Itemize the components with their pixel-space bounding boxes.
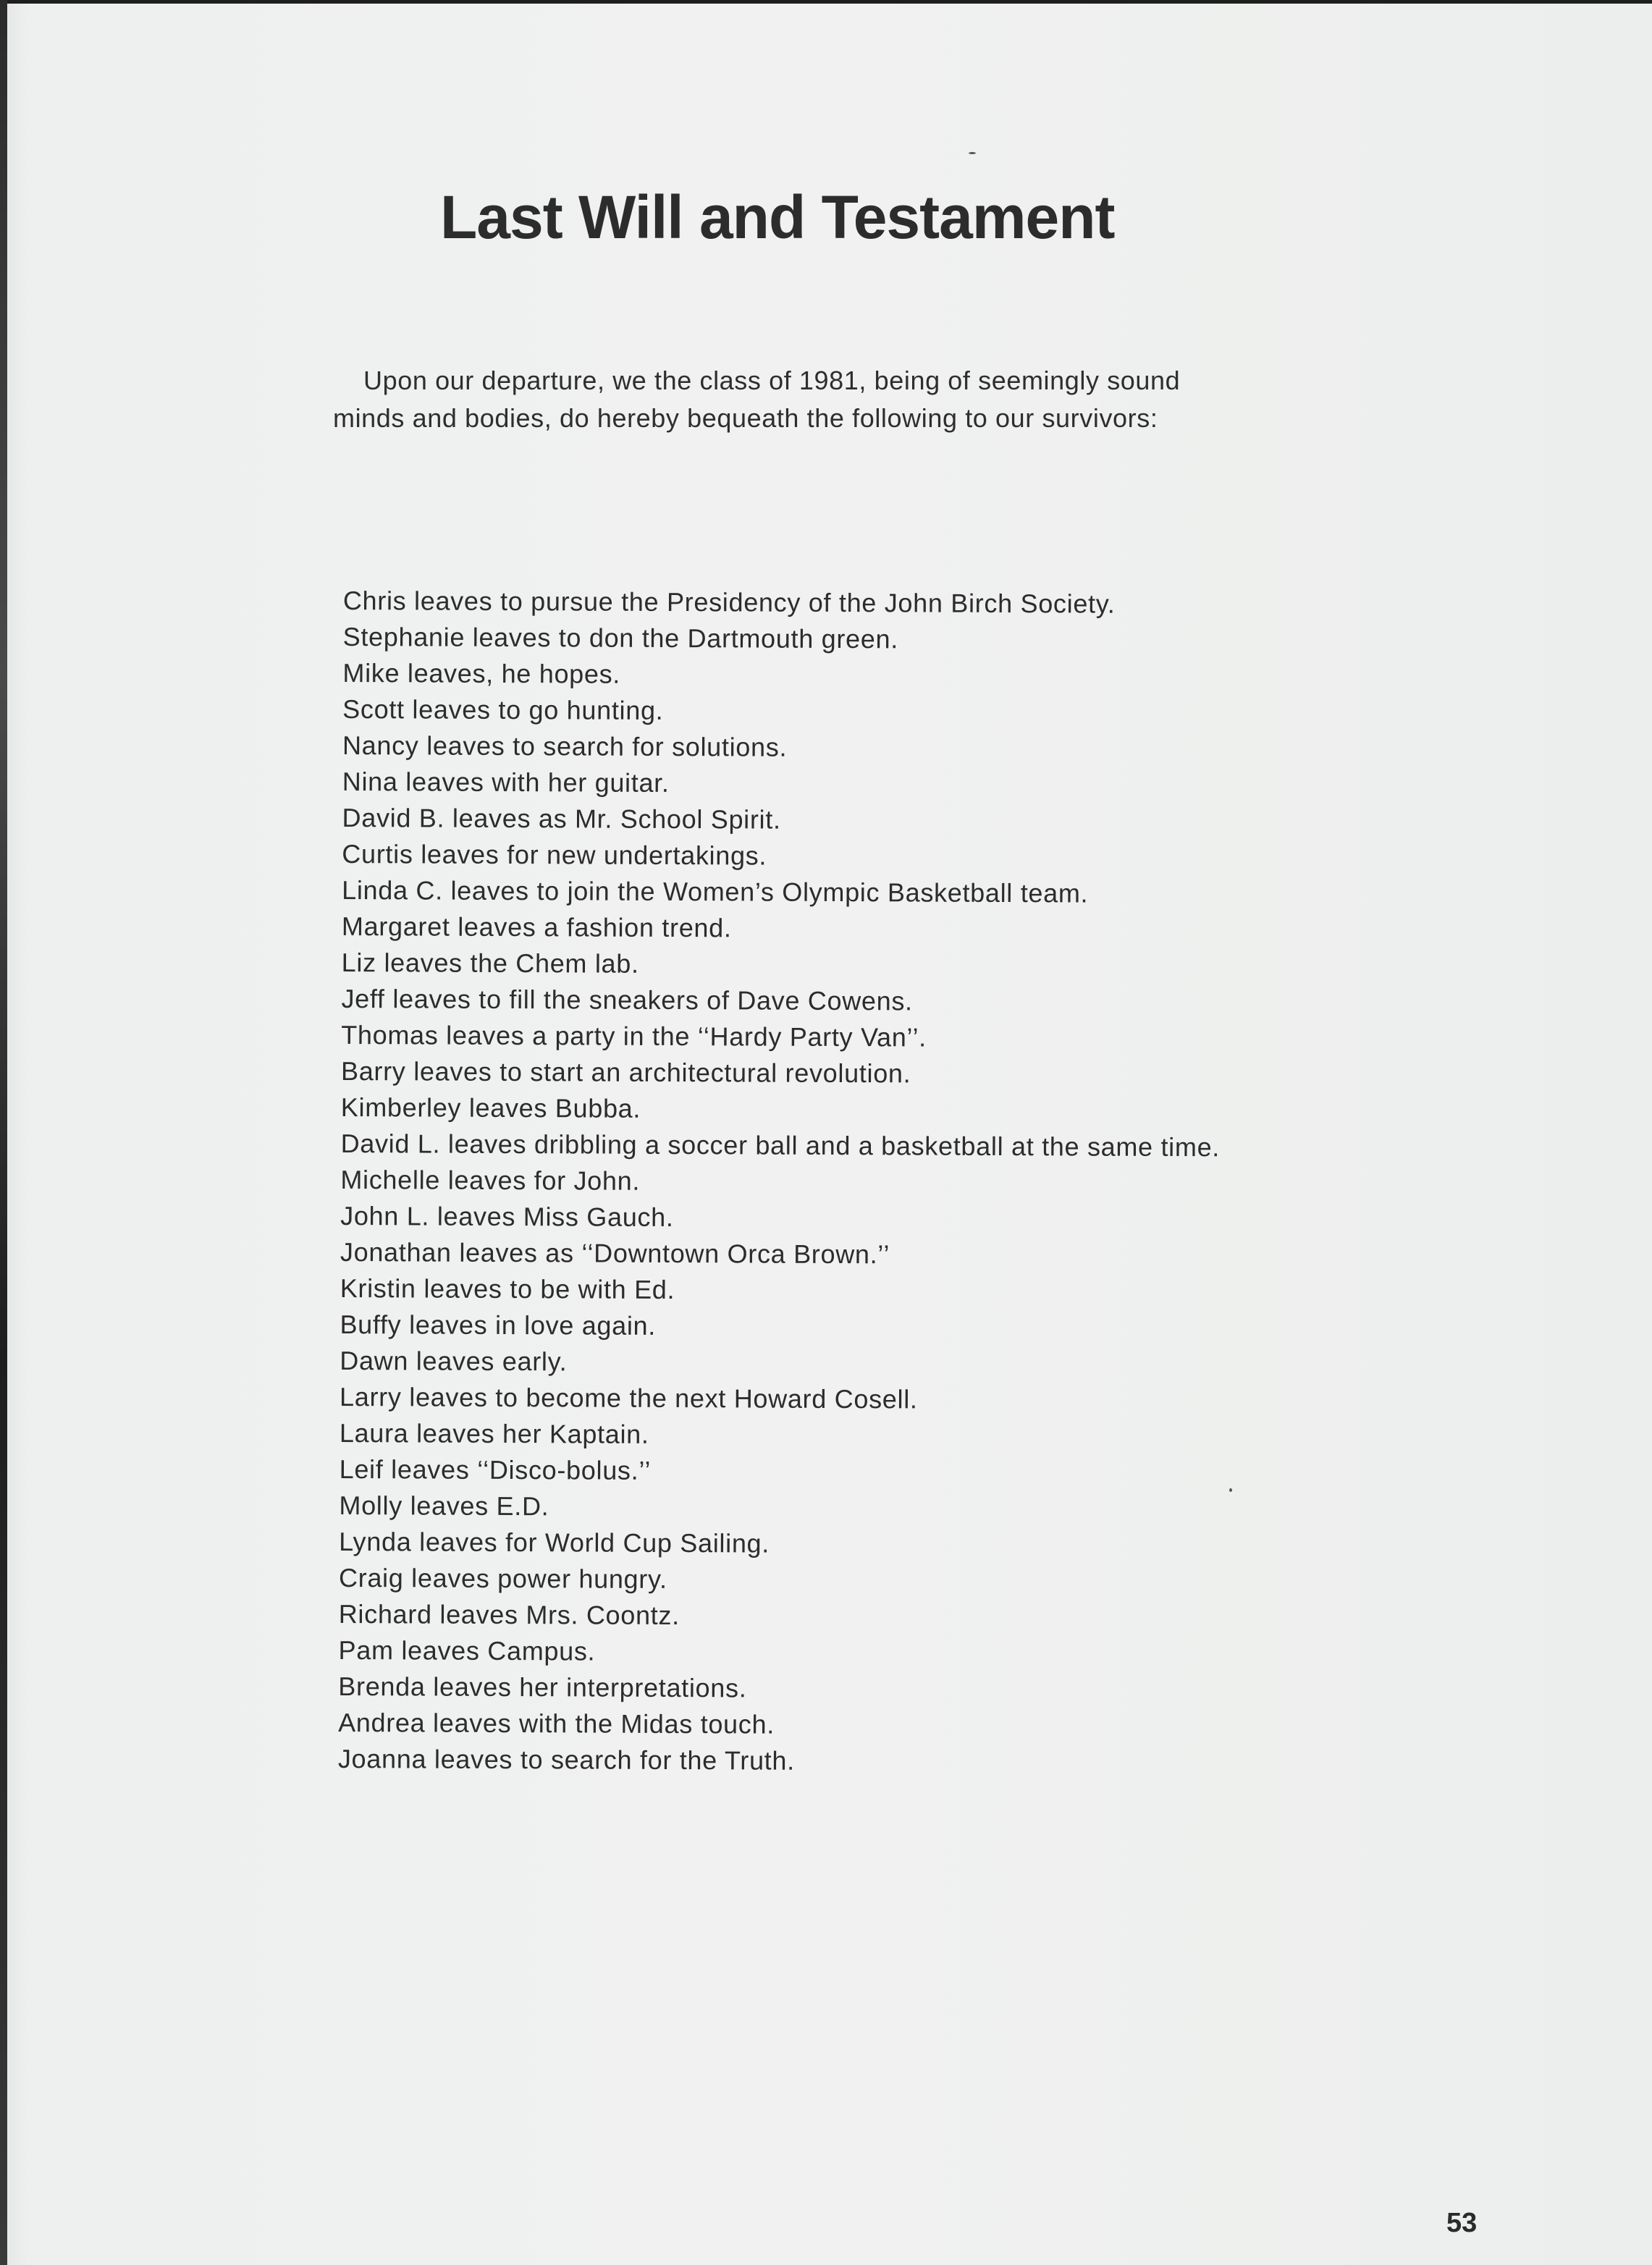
- bequest-item: Margaret leaves a fashion trend.: [341, 911, 732, 943]
- intro-paragraph: [333, 362, 1303, 437]
- page-title: Last Will and Testament: [440, 183, 1115, 251]
- bequest-item: Nina leaves with her guitar.: [342, 766, 670, 798]
- bequest-item: Scott leaves to go hunting.: [342, 693, 664, 725]
- bequest-item: Jonathan leaves as ‘‘Downtown Orca Brown.’’: [340, 1236, 890, 1270]
- bequest-item: Stephanie leaves to don the Dartmouth green.: [342, 621, 899, 654]
- print-speck: [1229, 1488, 1232, 1492]
- page-number: 53: [1446, 2208, 1478, 2238]
- bequest-item: Barry leaves to start an architectural revolution.: [340, 1055, 911, 1089]
- print-speck: [969, 152, 976, 154]
- intro-line-2: minds and bodies, do hereby bequeath the following to our survivors:: [333, 403, 1158, 433]
- bequest-item: Nancy leaves to search for solutions.: [342, 730, 788, 762]
- bequest-item: Leif leaves ‘‘Disco-bolus.’’: [339, 1454, 652, 1485]
- bequest-item: Kimberley leaves Bubba.: [340, 1092, 641, 1123]
- bequest-item: Buffy leaves in love again.: [340, 1309, 657, 1341]
- page-binding-edge: [0, 0, 7, 2265]
- bequest-item: Craig leaves power hungry.: [338, 1562, 667, 1594]
- page-top-edge: [0, 0, 1652, 4]
- bequest-item: Lynda leaves for World Cup Sailing.: [339, 1526, 770, 1558]
- bequest-item: Pam leaves Campus.: [338, 1635, 596, 1666]
- bequest-item: Brenda leaves her interpretations.: [338, 1671, 747, 1703]
- intro-line-1: Upon our departure, we the class of 1981, being of seemingly sound: [363, 366, 1181, 395]
- bequest-list: [338, 583, 1306, 1781]
- bequest-item: Kristin leaves to be with Ed.: [340, 1273, 675, 1305]
- bequest-item: Michelle leaves for John.: [340, 1164, 641, 1196]
- bequest-item: Jeff leaves to fill the sneakers of Dave Cowens.: [341, 983, 913, 1016]
- bequest-item: John L. leaves Miss Gauch.: [340, 1200, 674, 1233]
- bequest-item: Andrea leaves with the Midas touch.: [338, 1707, 775, 1739]
- bequest-item: David L. leaves dribbling a soccer ball and a basketball at the same time.: [340, 1128, 1221, 1163]
- bequest-item: Thomas leaves a party in the ‘‘Hardy Party Van’’.: [341, 1019, 927, 1053]
- bequest-item: Curtis leaves for new undertakings.: [342, 838, 767, 871]
- bequest-item: Molly leaves E.D.: [339, 1490, 549, 1522]
- bequest-item: Joanna leaves to search for the Truth.: [337, 1743, 795, 1776]
- bequest-item: David B. leaves as Mr. School Spirit.: [342, 802, 781, 835]
- bequest-item: Dawn leaves early.: [340, 1345, 568, 1377]
- bequest-item: Linda C. leaves to join the Women’s Olympic Basketball team.: [342, 874, 1089, 908]
- bequest-item: Richard leaves Mrs. Coontz.: [338, 1598, 680, 1631]
- bequest-item: Larry leaves to become the next Howard Cosell.: [340, 1381, 918, 1414]
- bequest-item: Liz leaves the Chem lab.: [341, 947, 639, 979]
- bequest-item: Chris leaves to pursue the Presidency of the John Birch Society.: [342, 585, 1116, 619]
- bequest-item: Mike leaves, he hopes.: [342, 657, 621, 689]
- bequest-item: Laura leaves her Kaptain.: [339, 1417, 649, 1449]
